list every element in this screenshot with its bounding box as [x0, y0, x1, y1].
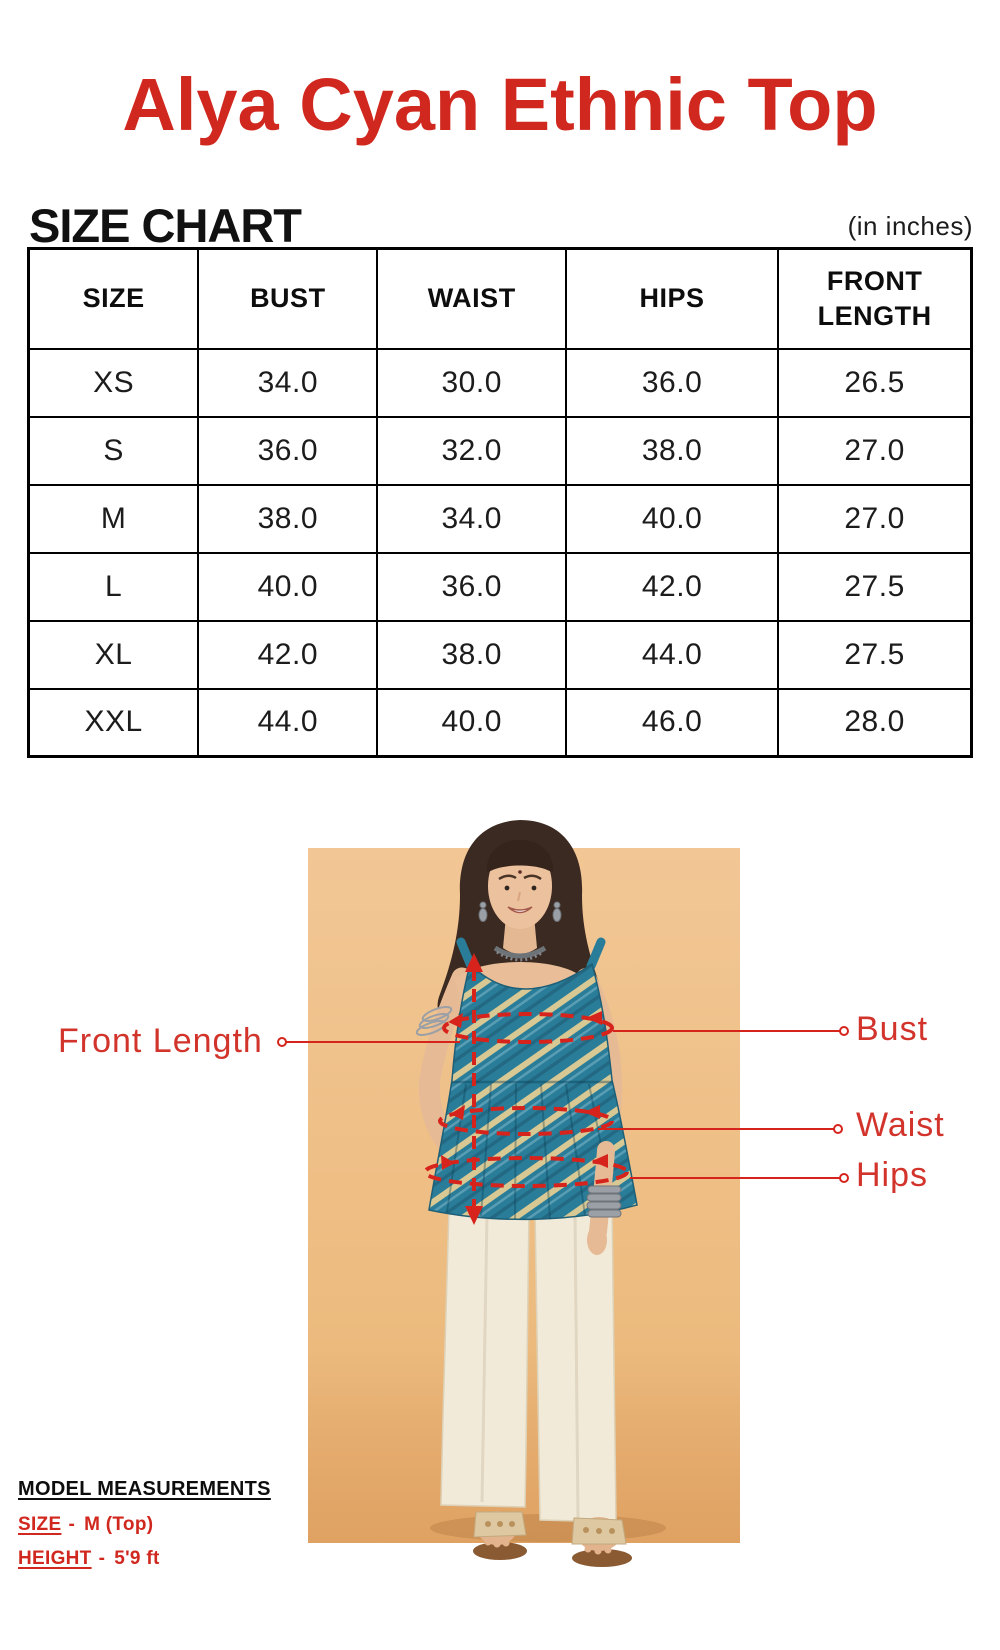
waist-cell: 36.0	[377, 553, 566, 621]
front-length-label: Front Length	[58, 1022, 263, 1060]
waist-label: Waist	[856, 1106, 945, 1144]
model-bracelets	[587, 1186, 621, 1217]
size-cell: M	[29, 485, 199, 553]
bust-cell: 38.0	[198, 485, 377, 553]
front-length-cell: 26.5	[778, 349, 971, 417]
column-header: SIZE	[29, 249, 199, 349]
model-size-value: M (Top)	[84, 1514, 154, 1535]
page-title: Alya Cyan Ethnic Top	[122, 63, 878, 146]
model-measurements-heading: MODEL MEASUREMENTS	[18, 1478, 271, 1500]
bust-cell: 34.0	[198, 349, 377, 417]
waist-cell: 40.0	[377, 689, 566, 757]
column-header: WAIST	[377, 249, 566, 349]
separator: -	[98, 1548, 106, 1569]
model-height-row	[18, 1548, 338, 1570]
model-height-label: HEIGHT	[18, 1548, 92, 1569]
hips-cell: 40.0	[566, 485, 778, 553]
hips-cell: 44.0	[566, 621, 778, 689]
waist-cell: 32.0	[377, 417, 566, 485]
model-measurements-block	[18, 1478, 338, 1582]
column-header: BUST	[198, 249, 377, 349]
bust-cell: 44.0	[198, 689, 377, 757]
model-size-label: SIZE	[18, 1514, 62, 1535]
size-cell: XL	[29, 621, 199, 689]
unit-note: (in inches)	[847, 211, 973, 241]
front-length-cell: 27.0	[778, 417, 971, 485]
hips-cell: 46.0	[566, 689, 778, 757]
size-cell: S	[29, 417, 199, 485]
bust-cell: 42.0	[198, 621, 377, 689]
bust-label: Bust	[856, 1010, 929, 1048]
front-length-cell: 27.5	[778, 553, 971, 621]
waist-cell: 30.0	[377, 349, 566, 417]
hips-label: Hips	[856, 1156, 929, 1194]
hips-cell: 36.0	[566, 349, 778, 417]
model-size-row	[18, 1514, 338, 1536]
size-cell: XXL	[29, 689, 199, 757]
column-header: FRONT LENGTH	[778, 249, 971, 349]
size-cell: XS	[29, 349, 199, 417]
waist-cell: 34.0	[377, 485, 566, 553]
front-length-cell: 28.0	[778, 689, 971, 757]
hips-cell: 42.0	[566, 553, 778, 621]
waist-cell: 38.0	[377, 621, 566, 689]
model-height-value: 5'9 ft	[114, 1548, 160, 1569]
size-cell: L	[29, 553, 199, 621]
hips-cell: 38.0	[566, 417, 778, 485]
front-length-cell: 27.0	[778, 485, 971, 553]
bust-cell: 40.0	[198, 553, 377, 621]
separator: -	[68, 1514, 76, 1535]
section-heading: SIZE CHART	[29, 199, 301, 252]
column-header: HIPS	[566, 249, 778, 349]
bust-cell: 36.0	[198, 417, 377, 485]
front-length-cell: 27.5	[778, 621, 971, 689]
